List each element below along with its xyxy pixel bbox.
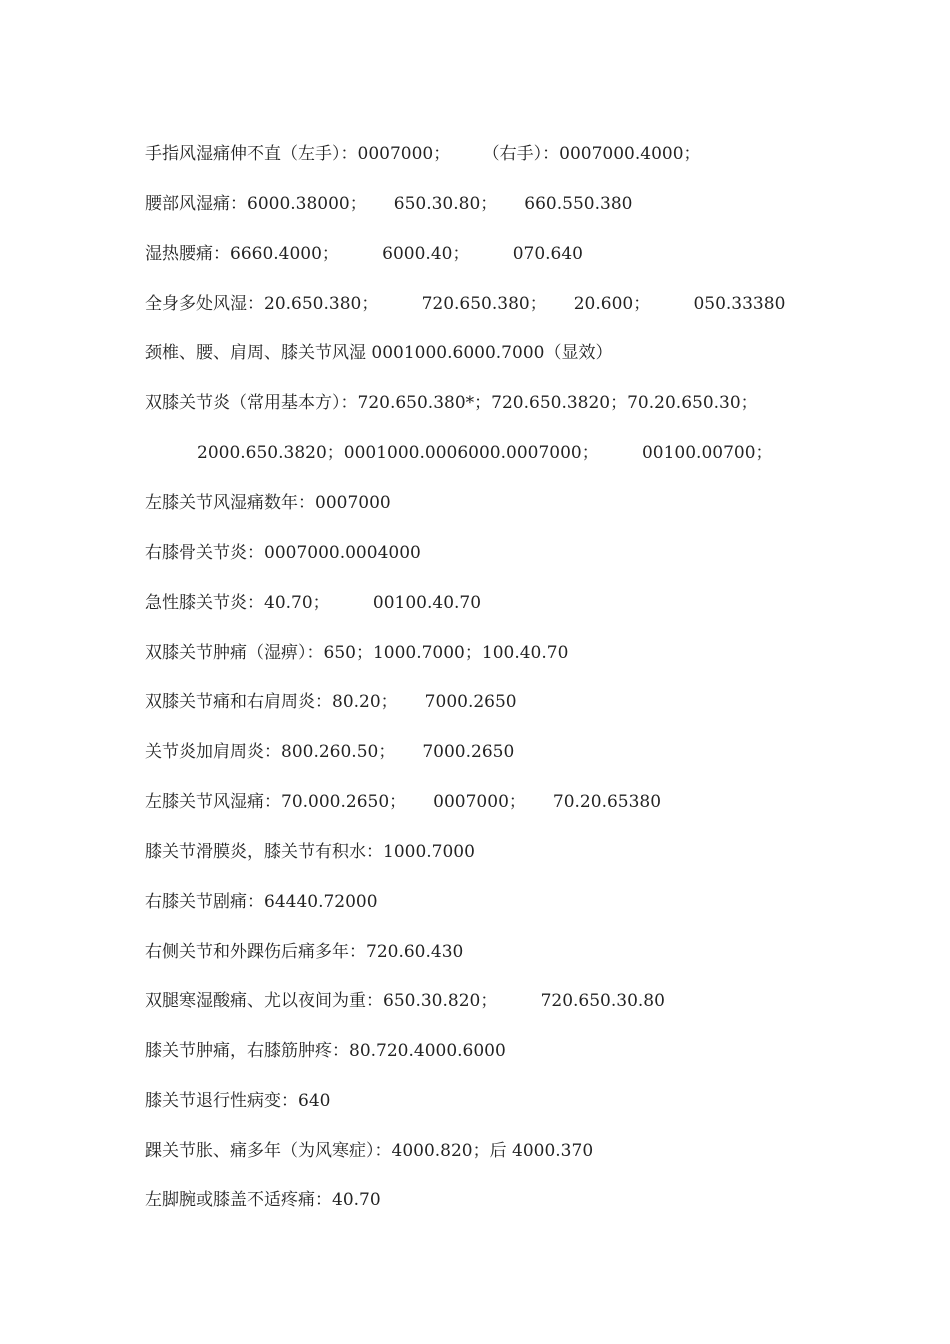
- text-line-20: 膝关节退行性病变：640: [145, 1091, 331, 1111]
- text-line-10: 急性膝关节炎：40.70； 00100.40.70: [145, 593, 482, 613]
- text-line-16: 右膝关节剧痛：64440.72000: [145, 892, 378, 912]
- text-line-22: 左脚腕或膝盖不适疼痛：40.70: [145, 1190, 381, 1210]
- text-line-1: 手指风湿痛伸不直（左手）：0007000； （右手）：0007000.4000；: [145, 144, 701, 164]
- text-line-15: 膝关节滑膜炎，膝关节有积水：1000.7000: [145, 842, 475, 862]
- text-line-5: 颈椎、腰、肩周、膝关节风湿 0001000.6000.7000（显效）: [145, 343, 613, 363]
- text-line-6: 双膝关节炎（常用基本方）：720.650.380*；720.650.3820；70.20.650.30；: [145, 393, 758, 413]
- text-line-13: 关节炎加肩周炎：800.260.50； 7000.2650: [145, 742, 515, 762]
- text-line-2: 腰部风湿痛：6000.38000； 650.30.80； 660.550.380: [145, 194, 633, 214]
- text-line-18: 双腿寒湿酸痛、尤以夜间为重：650.30.820； 720.650.30.80: [145, 991, 665, 1011]
- text-line-8: 左膝关节风湿痛数年：0007000: [145, 493, 391, 513]
- text-line-21: 踝关节胀、痛多年（为风寒症）：4000.820；后 4000.370: [145, 1141, 594, 1161]
- text-line-11: 双膝关节肿痛（湿痹）：650；1000.7000；100.40.70: [145, 643, 569, 663]
- text-line-4: 全身多处风湿：20.650.380； 720.650.380； 20.600； 050.33380: [145, 294, 786, 314]
- text-line-3: 湿热腰痛：6660.4000； 6000.40； 070.640: [145, 244, 583, 264]
- text-line-9: 右膝骨关节炎：0007000.0004000: [145, 543, 421, 563]
- text-line-14: 左膝关节风湿痛：70.000.2650； 0007000； 70.20.65380: [145, 792, 662, 812]
- text-line-19: 膝关节肿痛，右膝筋肿疼：80.720.4000.6000: [145, 1041, 506, 1061]
- text-line-17: 右侧关节和外踝伤后痛多年：720.60.430: [145, 942, 464, 962]
- text-line-12: 双膝关节痛和右肩周炎：80.20； 7000.2650: [145, 692, 517, 712]
- text-line-7: 2000.650.3820；0001000.0006000.0007000； 00100.00700；: [197, 443, 773, 463]
